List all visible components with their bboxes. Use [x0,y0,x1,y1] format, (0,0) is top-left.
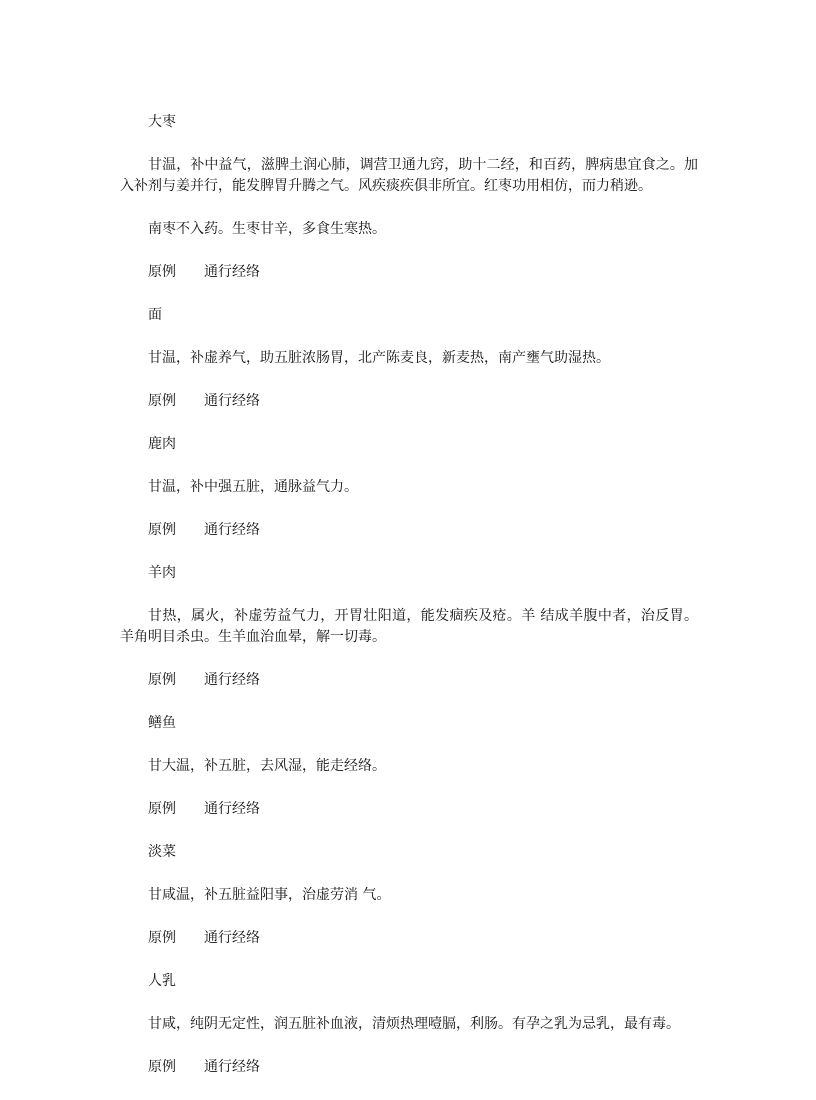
entry-renru [120,971,698,1078]
reference-label: 原例 [148,801,176,817]
entry-title: 鳝鱼 [148,715,176,731]
reference-value: 通行经络 [204,801,260,817]
entry-yangrou [120,563,698,691]
entry-mian [120,305,698,412]
entry-paragraph: 南枣不入药。生枣甘辛，多食生寒热。 [148,221,386,237]
entry-title: 鹿肉 [148,436,176,452]
reference-label: 原例 [148,672,176,688]
entry-title: 淡菜 [148,844,176,860]
entry-paragraph: 甘咸温，补五脏益阳事，治虚劳消 气。 [148,887,391,903]
entry-paragraph: 甘大温，补五脏，去风湿，能走经络。 [148,758,386,774]
entry-dancai [120,842,698,949]
entry-reference [120,262,698,283]
entry-paragraph: 甘温，补中益气，滋脾土润心肺，调营卫通九窍，助十二经，和百药，脾病患宜食之。加入补剂与姜并行，能发脾胃升腾之气。风疾痰疾俱非所宜。红枣功用相仿，而力稍逊。 [120,157,698,194]
entry-paragraph: 甘温，补虚养气，助五脏浓肠胃，北产陈麦良，新麦热，南产壅气助湿热。 [148,350,610,366]
entry-reference [120,391,698,412]
reference-label: 原例 [148,264,176,280]
entry-title: 羊肉 [148,565,176,581]
entry-title: 人乳 [148,973,176,989]
reference-value: 通行经络 [204,264,260,280]
reference-value: 通行经络 [204,522,260,538]
entry-lurou [120,434,698,541]
entry-paragraph: 甘温，补中强五脏，通脉益气力。 [148,479,358,495]
entry-paragraph: 甘咸，纯阴无定性，润五脏补血液，清烦热理噎膈，利肠。有孕之乳为忌乳，最有毒。 [148,1016,680,1032]
entry-reference [120,670,698,691]
entry-reference [120,1057,698,1078]
document-page [120,112,698,1100]
reference-value: 通行经络 [204,672,260,688]
reference-label: 原例 [148,930,176,946]
reference-value: 通行经络 [204,1059,260,1075]
entry-title: 面 [148,307,162,323]
reference-value: 通行经络 [204,393,260,409]
entry-shanyu [120,713,698,820]
reference-label: 原例 [148,393,176,409]
entry-dazao [120,112,698,283]
reference-label: 原例 [148,522,176,538]
entry-reference [120,520,698,541]
entry-reference [120,799,698,820]
reference-label: 原例 [148,1059,176,1075]
entry-title: 大枣 [148,114,176,130]
entry-paragraph: 甘热，属火，补虚劳益气力，开胃壮阳道，能发痼疾及疮。羊 结成羊腹中者，治反胃。羊角明目杀虫。生羊血治血晕，解一切毒。 [120,608,698,645]
entry-reference [120,928,698,949]
reference-value: 通行经络 [204,930,260,946]
